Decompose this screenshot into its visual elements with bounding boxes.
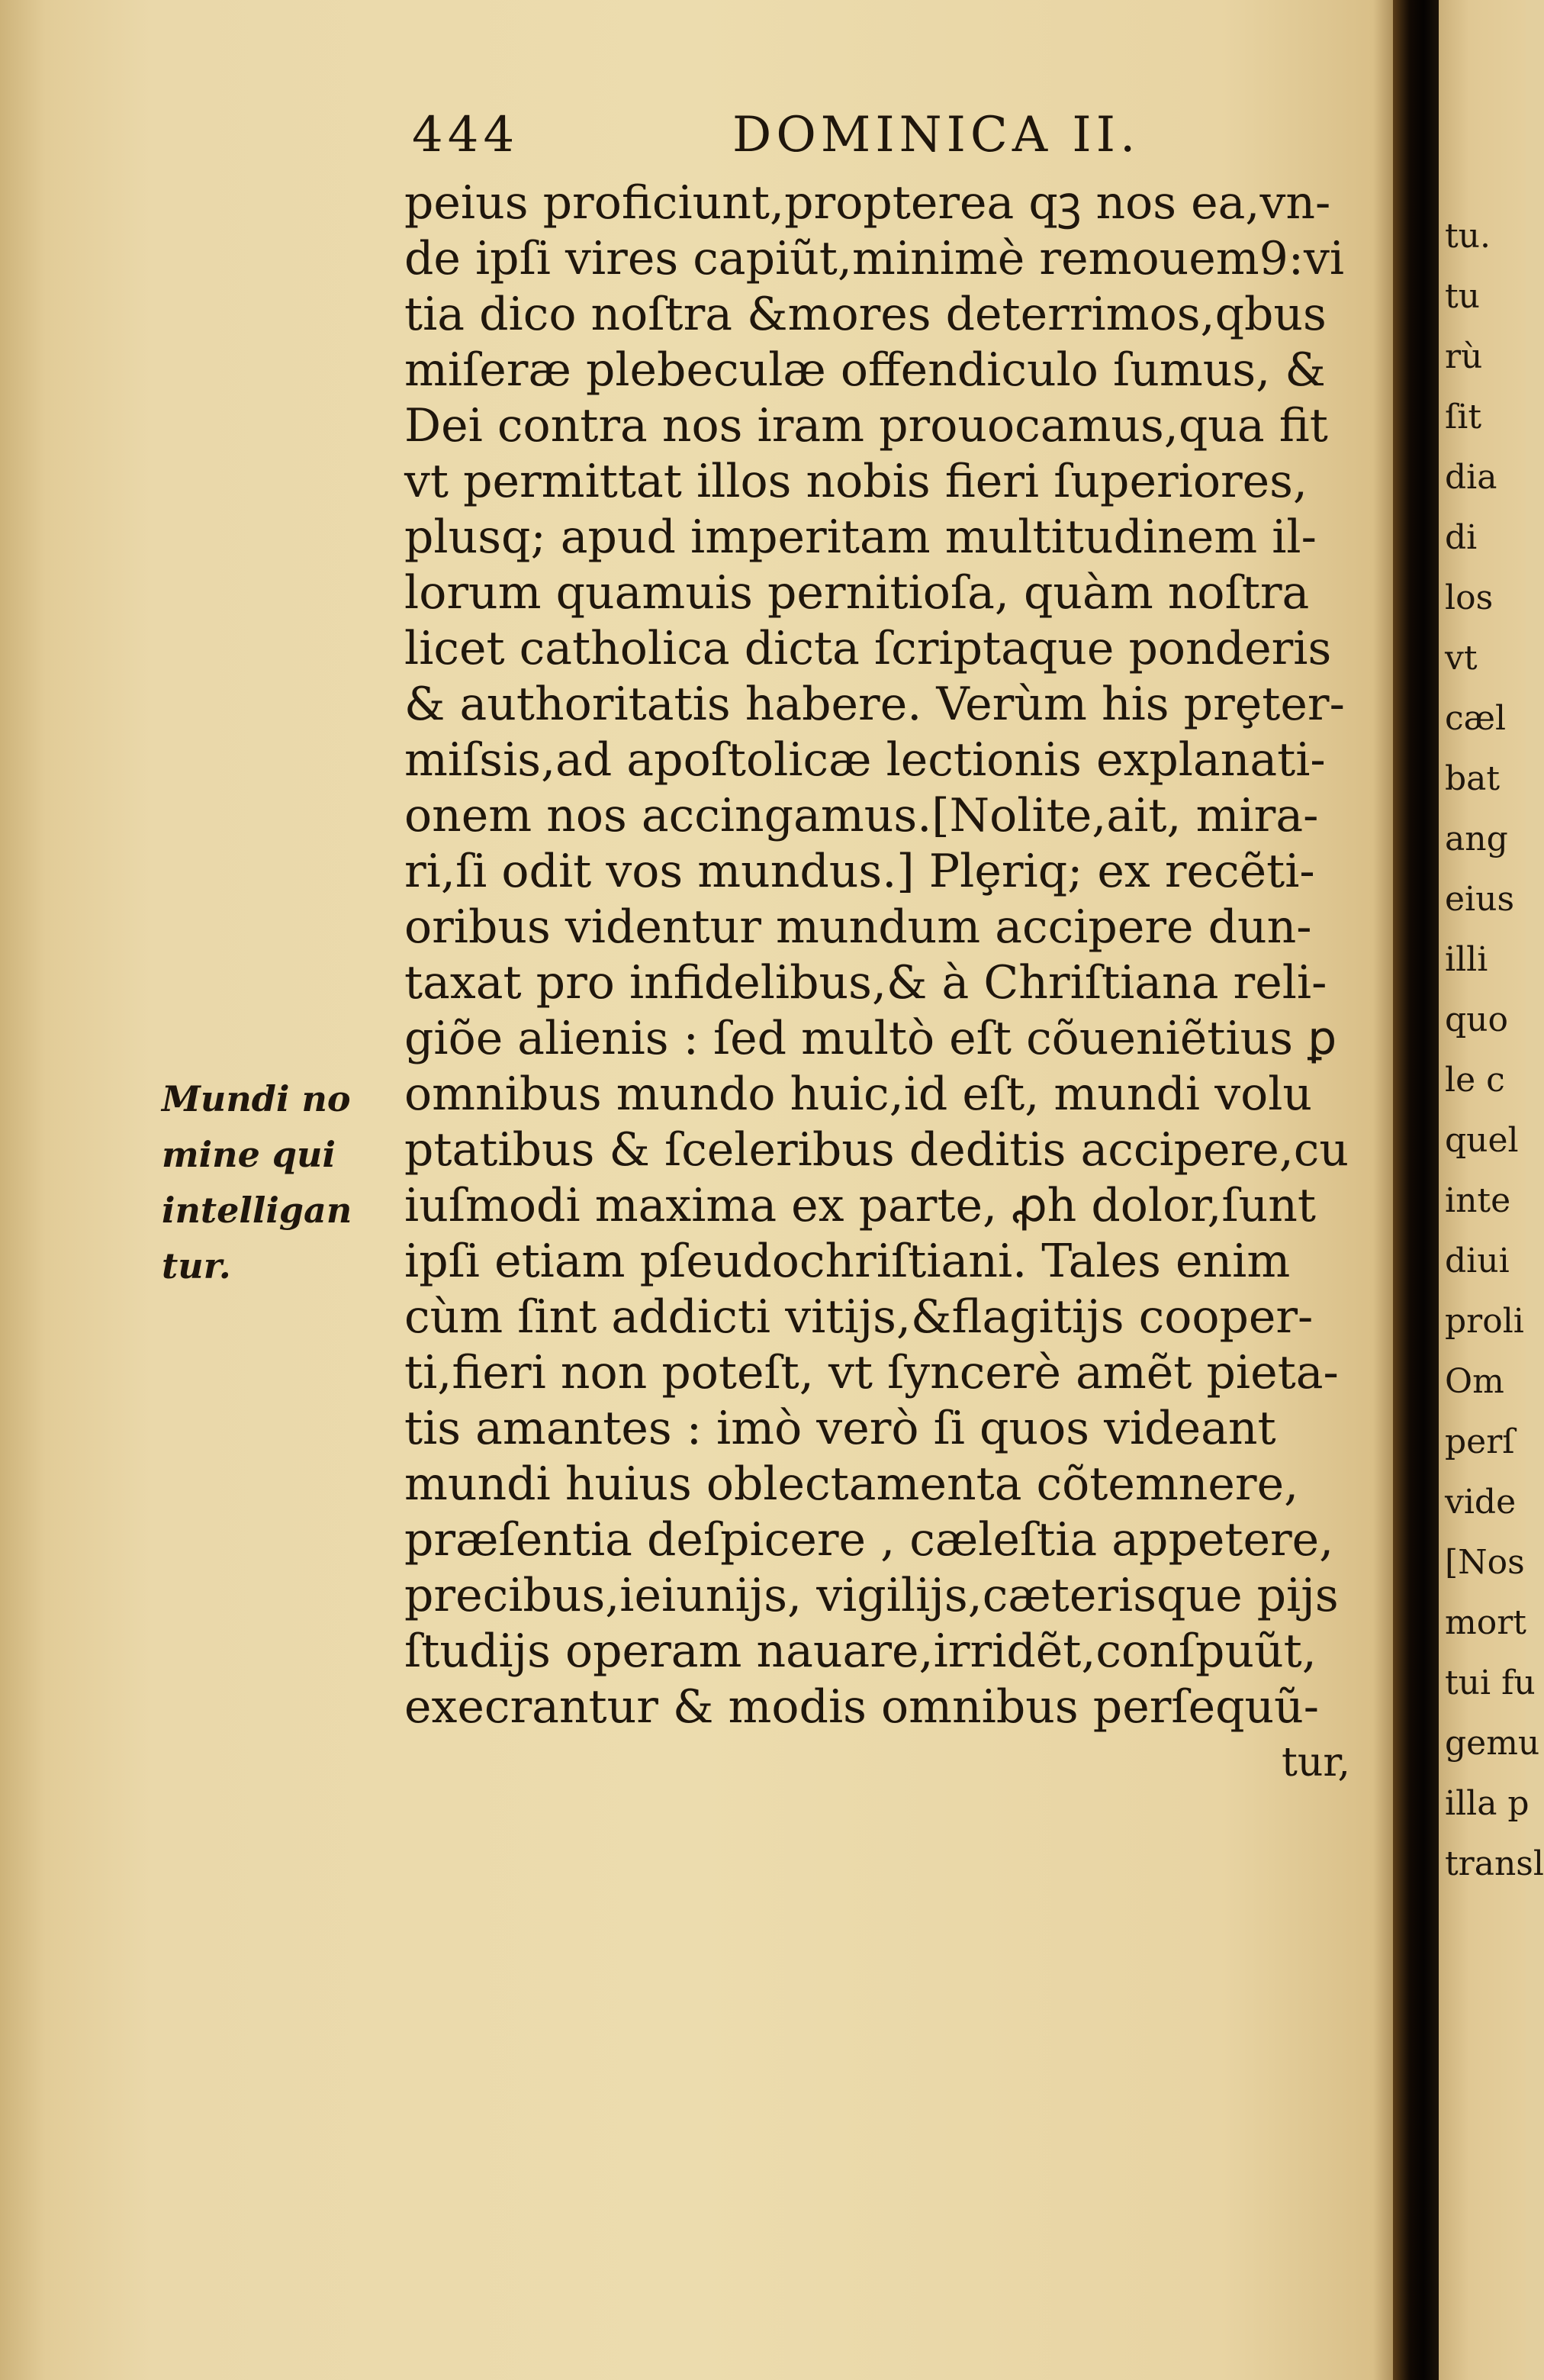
text-line: tis amantes : imò verò ſi quos videant <box>404 1402 1276 1455</box>
catchword: tur, <box>1281 1740 1350 1786</box>
text-line: omnibus mundo huic,id eſt, mundi volu <box>404 1068 1313 1121</box>
text-line: licet catholica dicta ſcriptaque ponderis <box>404 622 1332 675</box>
facing-fragment: tu <box>1445 277 1481 316</box>
text-line: lorum quamuis pernitioſa, quàm noſtra <box>404 566 1310 620</box>
facing-fragment: rù <box>1445 337 1483 376</box>
facing-fragment: inte <box>1445 1181 1511 1220</box>
facing-fragment: ang <box>1445 820 1508 858</box>
facing-fragment: illa p <box>1445 1784 1530 1823</box>
facing-fragment: [Nos <box>1445 1543 1525 1582</box>
facing-page-text <box>1445 206 1544 1894</box>
running-title: DOMINICA II. <box>732 107 1140 163</box>
facing-fragment: di <box>1445 518 1478 557</box>
text-line: oribus videntur mundum accipere dun- <box>404 900 1312 954</box>
text-line: execrantur & modis omnibus perſequũ- <box>404 1680 1320 1734</box>
margin-note-line: intelligan <box>162 1190 352 1231</box>
facing-fragment: tu. <box>1445 217 1491 256</box>
text-line: vt permittat illos nobis fieri ſuperiores, <box>404 455 1308 508</box>
running-head <box>412 107 1251 176</box>
text-line: cùm ſint addicti vitijs,&flagitijs cooper- <box>404 1290 1314 1344</box>
facing-fragment: Om <box>1445 1362 1504 1401</box>
text-line: tia dico noſtra &mores deterrimos,qbus <box>404 288 1327 341</box>
margin-note-line: tur. <box>162 1245 231 1287</box>
facing-fragment: eius <box>1445 880 1515 919</box>
page-number: 444 <box>412 107 519 163</box>
text-line: taxat pro infidelibus,& à Chriſtiana reli- <box>404 956 1327 1010</box>
facing-fragment: cæl <box>1445 699 1507 738</box>
text-line: & authoritatis habere. Verùm his prȩter- <box>404 678 1345 731</box>
text-line: de ipſi vires capiũt,minimè remouem9:vi <box>404 232 1345 285</box>
text-line: ri,ſi odit vos mundus.] Plȩriq; ex recẽti- <box>404 845 1315 898</box>
text-line: Dei contra nos iram prouocamus,qua fit <box>404 399 1328 452</box>
text-line: ti,fieri non poteſt, vt ſyncerè amẽt pieta- <box>404 1346 1339 1399</box>
text-line: plusq; apud imperitam multitudinem il- <box>404 510 1317 564</box>
text-line: giõe alienis : ſed multò eſt cõueniẽtius ꝑ <box>404 1012 1337 1065</box>
margin-note <box>162 1071 391 1294</box>
text-line: precibus,ieiunijs, vigilijs,cæterisque pijs <box>404 1569 1339 1622</box>
text-line: iuſmodi maxima ex parte, ꝓh dolor,ſunt <box>404 1179 1316 1232</box>
facing-fragment: le c <box>1445 1061 1505 1100</box>
text-line: ſtudijs operam nauare,irridẽt,conſpuũt, <box>404 1625 1317 1678</box>
facing-fragment: bat <box>1445 759 1501 798</box>
facing-fragment: proli <box>1445 1302 1524 1341</box>
text-line: miſeræ plebeculæ offendiculo ſumus, & <box>404 343 1326 397</box>
facing-fragment: perſ <box>1445 1422 1515 1461</box>
facing-fragment: vt <box>1445 639 1478 678</box>
facing-fragment: ſit <box>1445 398 1482 436</box>
body-text <box>404 176 1411 1791</box>
facing-fragment: mort <box>1445 1603 1526 1642</box>
facing-fragment: quel <box>1445 1121 1519 1160</box>
facing-fragment: quo <box>1445 1000 1508 1039</box>
facing-fragment: los <box>1445 578 1494 617</box>
facing-fragment: tui fu <box>1445 1663 1536 1702</box>
text-line: onem nos accingamus.[Nolite,ait, mira- <box>404 789 1319 842</box>
facing-fragment: dia <box>1445 458 1497 497</box>
text-line: præſentia deſpicere , cæleſtia appetere, <box>404 1513 1334 1567</box>
text-line: peius proficiunt,propterea qꝫ nos ea,vn- <box>404 176 1331 230</box>
text-line: ptatibus & ſceleribus deditis accipere,cu <box>404 1123 1349 1177</box>
facing-fragment: diui <box>1445 1242 1510 1280</box>
facing-fragment: vide <box>1445 1483 1517 1522</box>
facing-fragment: transl <box>1445 1844 1544 1883</box>
text-line: miſsis,ad apoſtolicæ lectionis explanati- <box>404 733 1326 787</box>
margin-note-line: Mundi no <box>162 1078 351 1119</box>
margin-note-line: mine qui <box>162 1134 336 1175</box>
text-line: ipſi etiam pſeudochriſtiani. Tales enim <box>404 1235 1291 1288</box>
text-line: mundi huius oblectamenta cõtemnere, <box>404 1457 1299 1511</box>
facing-fragment: gemu <box>1445 1724 1540 1763</box>
facing-fragment: illi <box>1445 940 1488 979</box>
